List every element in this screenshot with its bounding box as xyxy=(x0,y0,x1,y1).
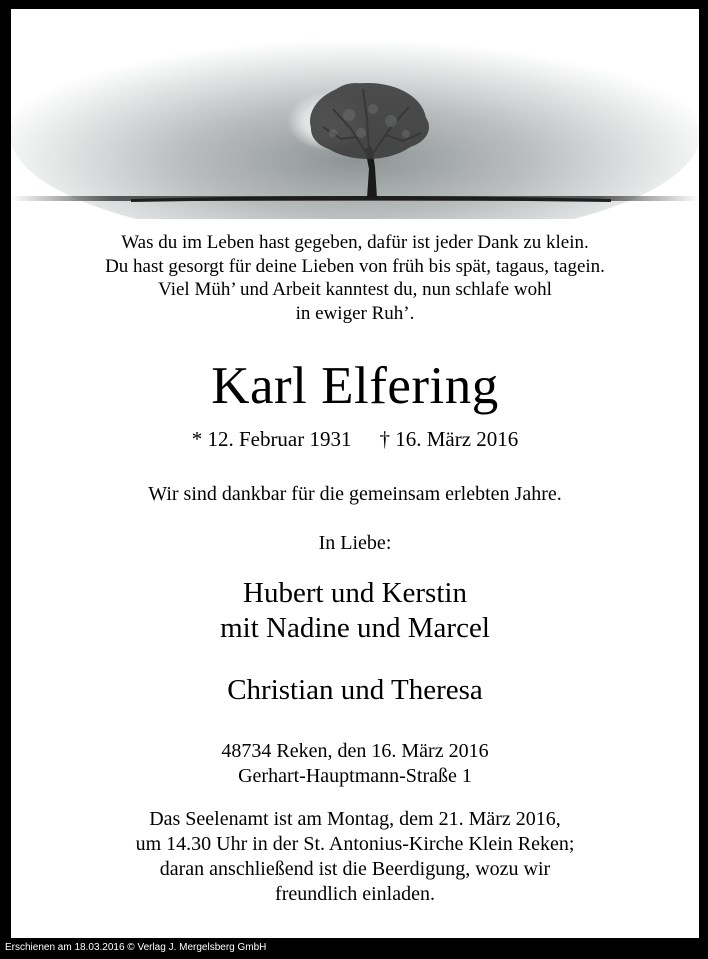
tree-icon xyxy=(11,9,699,219)
poem-line: Viel Müh’ und Arbeit kanntest du, nun schlafe wohl xyxy=(158,279,552,300)
service-line: daran anschließend ist die Beerdigung, wozu wir xyxy=(159,858,551,880)
poem-line: Was du im Leben hast gegeben, dafür ist jeder Dank zu klein. xyxy=(121,232,589,253)
life-dates xyxy=(11,426,699,452)
address-line: Gerhart-Hauptmann-Straße 1 xyxy=(238,765,472,787)
family-line: Christian und Theresa xyxy=(227,674,483,706)
poem-line: in ewiger Ruh’. xyxy=(295,302,415,324)
family-line: Hubert und Kerstin xyxy=(243,577,467,609)
service-line: freundlich einladen. xyxy=(275,883,435,905)
poem-line: Du hast gesorgt für deine Lieben von früh bis spät, tagaus, tagein. xyxy=(105,255,605,277)
deceased-name: Karl Elfering xyxy=(211,357,499,415)
address-block xyxy=(11,739,699,789)
service-line: Das Seelenamt ist am Montag, dem 21. März 2016, xyxy=(149,808,561,830)
family-names xyxy=(11,576,699,646)
obituary-card xyxy=(11,9,699,938)
address-line: 48734 Reken, den 16. März 2016 xyxy=(221,740,489,762)
birth-date: * 12. Februar 1931 xyxy=(191,427,352,451)
service-info xyxy=(11,807,699,907)
family-line: mit Nadine und Marcel xyxy=(220,612,490,644)
tree-landscape-illustration xyxy=(11,9,699,219)
poem xyxy=(11,231,699,325)
death-date: † 16. März 2016 xyxy=(379,427,519,451)
family-names-2 xyxy=(11,673,699,708)
thanks-line: Wir sind dankbar für die gemeinsam erlebten Jahre. xyxy=(148,483,562,505)
service-line: um 14.30 Uhr in der St. Antonius-Kirche Klein Reken; xyxy=(135,833,575,855)
in-love-label: In Liebe: xyxy=(318,532,392,554)
publication-footer: Erschienen am 18.03.2016 © Verlag J. Mergelsberg GmbH xyxy=(5,942,267,953)
